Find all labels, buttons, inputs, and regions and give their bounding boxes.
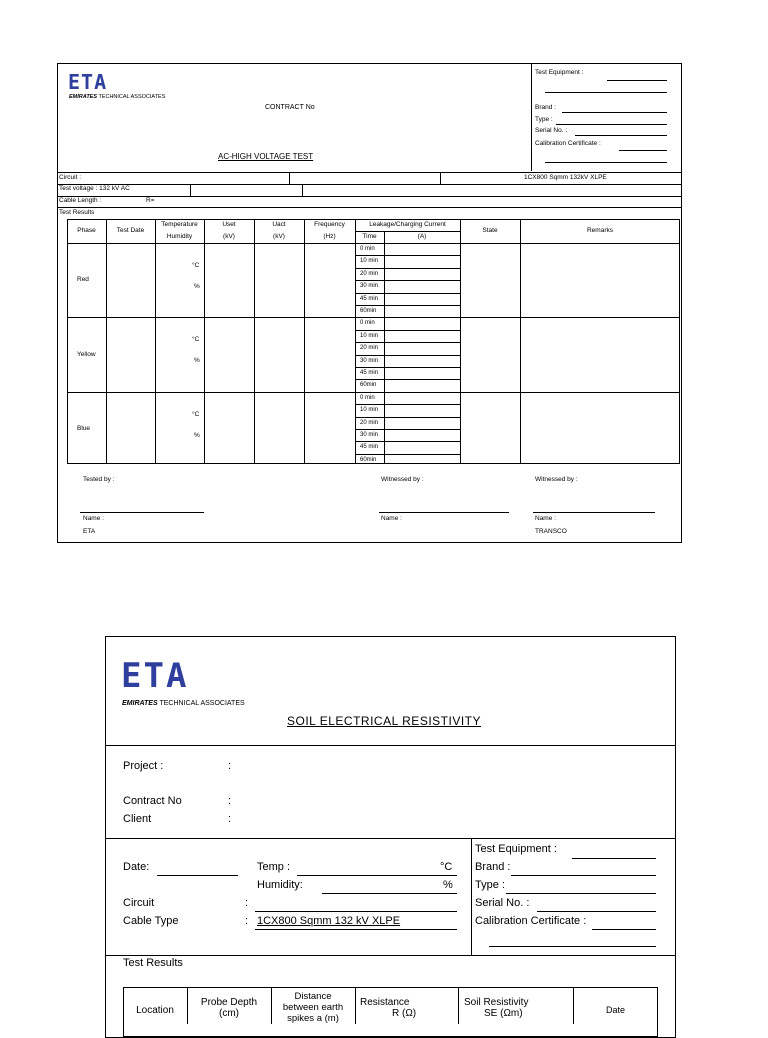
r-equals: R=	[146, 197, 155, 204]
cable-type-value: 1CX800 Sqmm 132kV XLPE	[524, 174, 607, 181]
header-frequency-unit: (Hz)	[323, 233, 336, 240]
percent-cell: %	[194, 357, 200, 364]
soil-form-border	[105, 636, 676, 1038]
cable-type-label: Cable Type	[123, 915, 179, 927]
temp-label: Temp :	[257, 861, 291, 873]
org-transco: TRANSCO	[535, 528, 567, 535]
name-label-1: Name :	[83, 515, 104, 522]
time-cell: 45 min	[360, 370, 379, 376]
company-name-2: EMIRATES TECHNICAL ASSOCIATES	[122, 700, 245, 707]
test-results-label: Test Results	[59, 209, 95, 216]
eta-logo-2: ETA	[121, 656, 189, 696]
circuit-label: Circuit :	[59, 174, 82, 181]
name-label-3: Name :	[535, 515, 556, 522]
circuit-colon: :	[245, 897, 249, 909]
header-frequency: Frequency	[314, 221, 345, 228]
header-test-date: Test Date	[116, 227, 145, 234]
header-time: Time	[362, 233, 377, 240]
header-uset-unit: (kV)	[223, 233, 235, 240]
name-label-2: Name :	[381, 515, 402, 522]
time-cell: 30 min	[360, 283, 379, 289]
header-distance: Distance	[294, 991, 332, 1002]
time-cell: 20 min	[360, 271, 379, 277]
cable-length-label: Cable Length :	[59, 197, 102, 204]
phase-label-red: Red	[77, 276, 89, 283]
header-distance-2: between earth	[282, 1002, 344, 1013]
type-label: Type :	[535, 116, 553, 123]
header-distance-3: spikes a (m)	[287, 1013, 339, 1024]
test-equipment-label: Test Equipment :	[535, 69, 584, 76]
time-cell: 0 min	[360, 320, 375, 326]
header-resistance-unit: R (Ω)	[392, 1008, 417, 1019]
header-probe-unit: (cm)	[219, 1008, 239, 1019]
header-temperature: Temperature	[161, 221, 198, 228]
date-label: Date:	[123, 861, 150, 873]
header-uset: Uset	[222, 221, 236, 228]
header-resistance: Resistance	[360, 997, 410, 1008]
project-label: Project :	[123, 760, 164, 772]
form-title: AC-HIGH VOLTAGE TEST	[218, 152, 314, 161]
header-uact: Uact	[272, 221, 286, 228]
deg-c-cell: °C	[192, 336, 200, 343]
humidity-label: Humidity:	[257, 879, 303, 891]
header-probe-depth: Probe Depth	[200, 997, 258, 1008]
time-cell: 20 min	[360, 420, 379, 426]
header-amp: (A)	[417, 233, 427, 240]
serial-label: Serial No. :	[535, 127, 568, 134]
org-eta: ETA	[83, 528, 96, 535]
header-soil-resistivity: Soil Resistivity	[464, 997, 529, 1008]
time-cell: 10 min	[360, 258, 379, 264]
time-cell: 30 min	[360, 432, 379, 438]
contract-no-label: Contract No	[123, 795, 182, 807]
time-cell: 60min	[360, 382, 377, 388]
calibration-label: Calibration Certificate :	[535, 140, 601, 147]
time-cell: 45 min	[360, 444, 379, 450]
header-date: Date	[605, 1005, 625, 1015]
calibration-label-2: Calibration Certificate :	[475, 915, 587, 927]
soil-title: SOIL ELECTRICAL RESISTIVITY	[287, 714, 481, 728]
deg-c-cell: °C	[192, 411, 200, 418]
header-leakage: Leakage/Charging Current	[369, 221, 446, 228]
header-uact-unit: (kV)	[273, 233, 285, 240]
witnessed-by-label-1: Witnessed by :	[381, 476, 424, 483]
header-remarks: Remarks	[586, 227, 613, 234]
test-equipment-label-2: Test Equipment :	[475, 843, 557, 855]
contract-label: CONTRACT No	[265, 104, 315, 111]
header-soil-unit: SE (Ωm)	[484, 1008, 523, 1019]
percent-cell: %	[194, 432, 200, 439]
project-colon: :	[228, 760, 232, 772]
test-results-label-2: Test Results	[123, 957, 183, 969]
header-humidity: Humidity	[166, 233, 193, 240]
phase-label-yellow: Yellow	[77, 351, 96, 358]
client-label: Client	[123, 813, 152, 825]
time-cell: 60min	[360, 457, 377, 463]
percent: %	[443, 879, 453, 891]
header-location: Location	[136, 1005, 174, 1016]
eta-logo: ETA	[68, 70, 108, 94]
brand-label-2: Brand :	[475, 861, 511, 873]
witnessed-by-label-2: Witnessed by :	[535, 476, 578, 483]
cable-type-colon: :	[245, 915, 249, 927]
time-cell: 60min	[360, 308, 377, 314]
serial-label-2: Serial No. :	[475, 897, 530, 909]
time-cell: 0 min	[360, 395, 375, 401]
time-cell: 45 min	[360, 296, 379, 302]
test-voltage: Test voltage : 132 kV AC	[59, 185, 130, 192]
time-cell: 10 min	[360, 333, 379, 339]
time-cell: 30 min	[360, 358, 379, 364]
contract-colon: :	[228, 795, 232, 807]
time-cell: 20 min	[360, 345, 379, 351]
time-cell: 10 min	[360, 407, 379, 413]
header-state: State	[482, 227, 498, 234]
percent-cell: %	[194, 283, 200, 290]
company-name: EMIRATES TECHNICAL ASSOCIATES	[69, 94, 166, 100]
circuit-label-2: Circuit	[123, 897, 155, 909]
cable-type-value-2: 1CX800 Sqmm 132 kV XLPE	[257, 915, 401, 927]
tested-by-label: Tested by :	[83, 476, 115, 483]
brand-label: Brand :	[535, 104, 556, 111]
time-cell: 0 min	[360, 246, 375, 252]
phase-label-blue: Blue	[77, 425, 91, 432]
deg-c: °C	[440, 861, 453, 873]
client-colon: :	[228, 813, 232, 825]
header-phase: Phase	[77, 227, 96, 234]
type-label-2: Type :	[475, 879, 505, 891]
deg-c-cell: °C	[192, 262, 200, 269]
